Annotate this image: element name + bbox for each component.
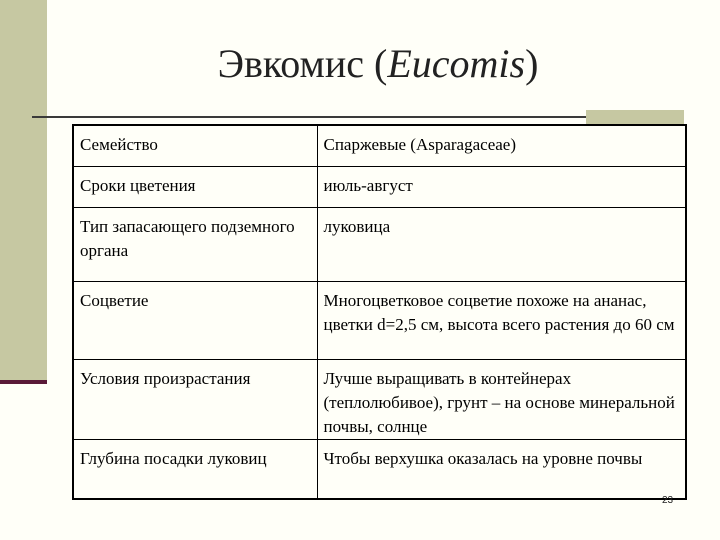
table-row (73, 207, 686, 281)
slide-title (48, 40, 708, 87)
row-value: июль-август (317, 166, 686, 207)
row-value: Спаржевые (Asparagaceae) (317, 125, 686, 166)
row-label: Тип запасающего подземного органа (73, 207, 317, 281)
table-row (73, 359, 686, 439)
left-accent-bar (0, 0, 47, 383)
table-row (73, 439, 686, 499)
row-value: Лучше выращивать в контейнерах (теплолюбивое), грунт – на основе минеральной почвы, солнце (317, 359, 686, 439)
title-underline-accent (586, 110, 684, 124)
title-main: Эвкомис ( (217, 41, 388, 86)
left-accent-rule (0, 380, 47, 384)
row-value: луковица (317, 207, 686, 281)
info-table (72, 124, 687, 500)
row-label: Соцветие (73, 281, 317, 359)
row-label: Сроки цветения (73, 166, 317, 207)
row-label: Семейство (73, 125, 317, 166)
title-latin: Eucomis (387, 41, 526, 86)
row-value: Многоцветковое соцветие похоже на ананас, цветки d=2,5 см, высота всего растения до 60 см (317, 281, 686, 359)
table-row (73, 281, 686, 359)
row-label: Глубина посадки луковиц (73, 439, 317, 499)
page-number: 23 (662, 495, 674, 506)
title-underline (32, 116, 586, 118)
row-label: Условия произрастания (73, 359, 317, 439)
table-row (73, 166, 686, 207)
title-close: ) (525, 41, 539, 86)
row-value: Чтобы верхушка оказалась на уровне почвы (317, 439, 686, 499)
table-row (73, 125, 686, 166)
